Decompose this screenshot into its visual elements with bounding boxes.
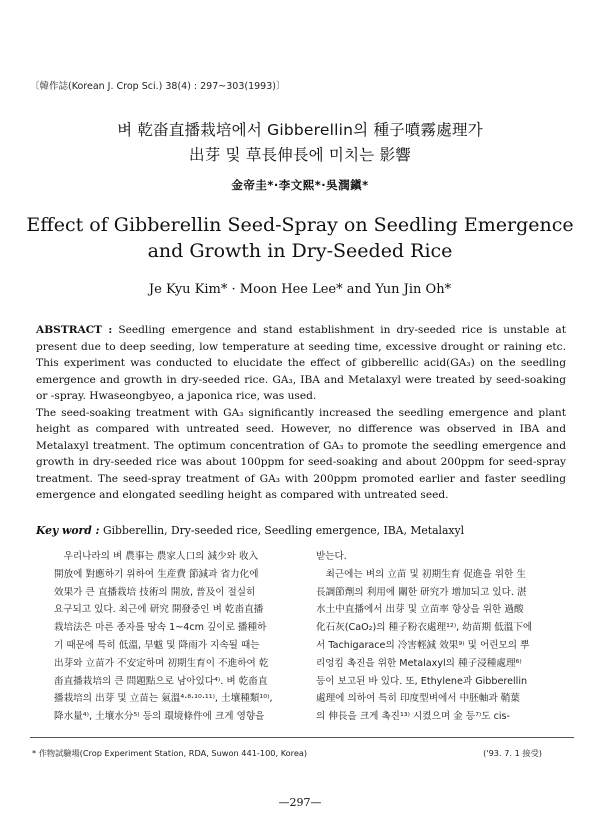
- body-line: 播栽培의 出芽 및 立苗는 氣溫⁴·⁸·¹⁰·¹¹⁾, 土壤種類¹⁰⁾,: [54, 693, 273, 705]
- body-line: 降水量⁴⁾, 土壤水分⁵⁾ 등의 環境條件에 크게 영향을: [54, 711, 265, 723]
- affiliation-footnote: * 作物試驗場(Crop Experiment Station, RDA, Suwon 441-100, Korea): [32, 748, 308, 758]
- keyword-label: Key word :: [36, 524, 100, 537]
- body-line: 開放에 對應하기 위하여 生産費 節減과 省力化에: [54, 568, 259, 580]
- body-line: 기 때문에 특히 低溫, 旱魃 및 降雨가 지속될 때는: [54, 639, 260, 651]
- body-line: 서 Tachigarace의 冷害輕減 效果⁹⁾ 및 어린모의 뿌: [316, 639, 530, 651]
- body-line: 우리나라의 벼 農事는 農家人口의 減少와 收入: [54, 551, 259, 562]
- abstract-label: ABSTRACT :: [36, 324, 113, 336]
- journal-reference: 〔韓作誌(Korean J. Crop Sci.) 38(4) : 297~303(1993)〕: [30, 81, 286, 92]
- korean-title-line-2: 出芽 및 草長伸長에 미치는 影響: [189, 146, 411, 164]
- abstract-text-2: The seed-soaking treatment with GA₃ significantly increased the seedling emergence and plant height as compared with untreated seed. However, no difference was observed in IBA and Metalaxyl treatment. The optimum concentration of GA₃ to promote the seedling emergence and growth in dry-seeded rice was about 100ppm for seed-soaking and about 200ppm for seed-spray treatment. The seed-spray treatment of GA₃ with 200ppm promoted earlier and faster seedling emergence and elongated seedling height as compared with untreated seed.: [36, 406, 566, 501]
- english-title-line-1: Effect of Gibberellin Seed-Spray on Seedling Emergence: [26, 214, 574, 236]
- body-line: 效果가 큰 直播栽培 技術의 開放, 普及이 절실히: [54, 586, 256, 598]
- korean-title-line-1: 벼 乾畓直播栽培에서 Gibberellin의 種子噴霧處理가: [117, 121, 483, 139]
- body-line: 요구되고 있다. 최근에 研究 開發중인 벼 乾畓直播: [54, 604, 264, 616]
- body-line: 리엉킴 촉진을 위한 Metalaxyl의 種子浸種處理⁶⁾: [316, 657, 522, 669]
- keyword-text: Gibberellin, Dry-seeded rice, Seedling emergence, IBA, Metalaxyl: [102, 524, 465, 537]
- abstract-paragraph-2: [36, 405, 566, 504]
- abstract-paragraph-1: [36, 322, 566, 405]
- body-line: 받는다.: [316, 551, 347, 562]
- english-title-line-2: and Growth in Dry-Seeded Rice: [147, 240, 453, 262]
- english-authors: Je Kyu Kim* · Moon Hee Lee* and Yun Jin Oh*: [148, 282, 452, 297]
- body-line: 長調節劑의 利用에 關한 研究가 增加되고 있다. 湛: [316, 586, 527, 598]
- body-line: 栽培法은 마른 종자를 땅속 1~4cm 깊이로 播種하: [54, 622, 267, 634]
- abstract-text-1: Seedling emergence and stand establishment in dry-seeded rice is unstable at present due to deep seeding, low temperature at seeding time, excessive drought or raining etc. This experiment was conducted to elucidate the effect of gibberellic acid(GA₃) on the seedling emergence and growth in dry-seeded rice. GA₃, IBA and Metalaxyl were treated by seed-soaking or -spray. Hwaseongbyeo, a japonica rice, was used.: [36, 324, 566, 402]
- body-line: 畓直播栽培의 큰 問題點으로 남아있다⁴⁾. 벼 乾畓直: [54, 675, 268, 687]
- body-column-right: [316, 548, 556, 726]
- footnote-divider: [30, 737, 574, 738]
- korean-authors: 金帝圭*·李文熙*·吳潤鎭*: [231, 178, 369, 192]
- body-line: 의 伸長을 크게 촉진¹³⁾ 시켰으며 金 등⁷⁾도 cis-: [316, 711, 510, 723]
- received-date: ('93. 7. 1 接受): [483, 748, 542, 758]
- body-line: 등이 보고된 바 있다. 또, Ethylene과 Gibberellin: [316, 675, 528, 687]
- body-line: 최근에는 벼의 立苗 및 初期生育 促進을 위한 生: [316, 568, 526, 580]
- keywords: [36, 524, 566, 537]
- body-line: 處理에 의하여 특히 印度型벼에서 中胚軸과 鞘葉: [316, 693, 520, 705]
- body-line: 出芽와 立苗가 不安定하며 初期生育이 不進하여 乾: [54, 657, 269, 669]
- body-column-left: [54, 548, 294, 726]
- body-line: 化石灰(CaO₂)의 種子粉衣處理¹²⁾, 幼苗期 低溫下에: [316, 622, 533, 634]
- page-number: —297—: [278, 796, 322, 809]
- abstract: [36, 322, 566, 504]
- body-line: 水土中直播에서 出芽 및 立苗率 향상을 위한 過酸: [316, 604, 524, 616]
